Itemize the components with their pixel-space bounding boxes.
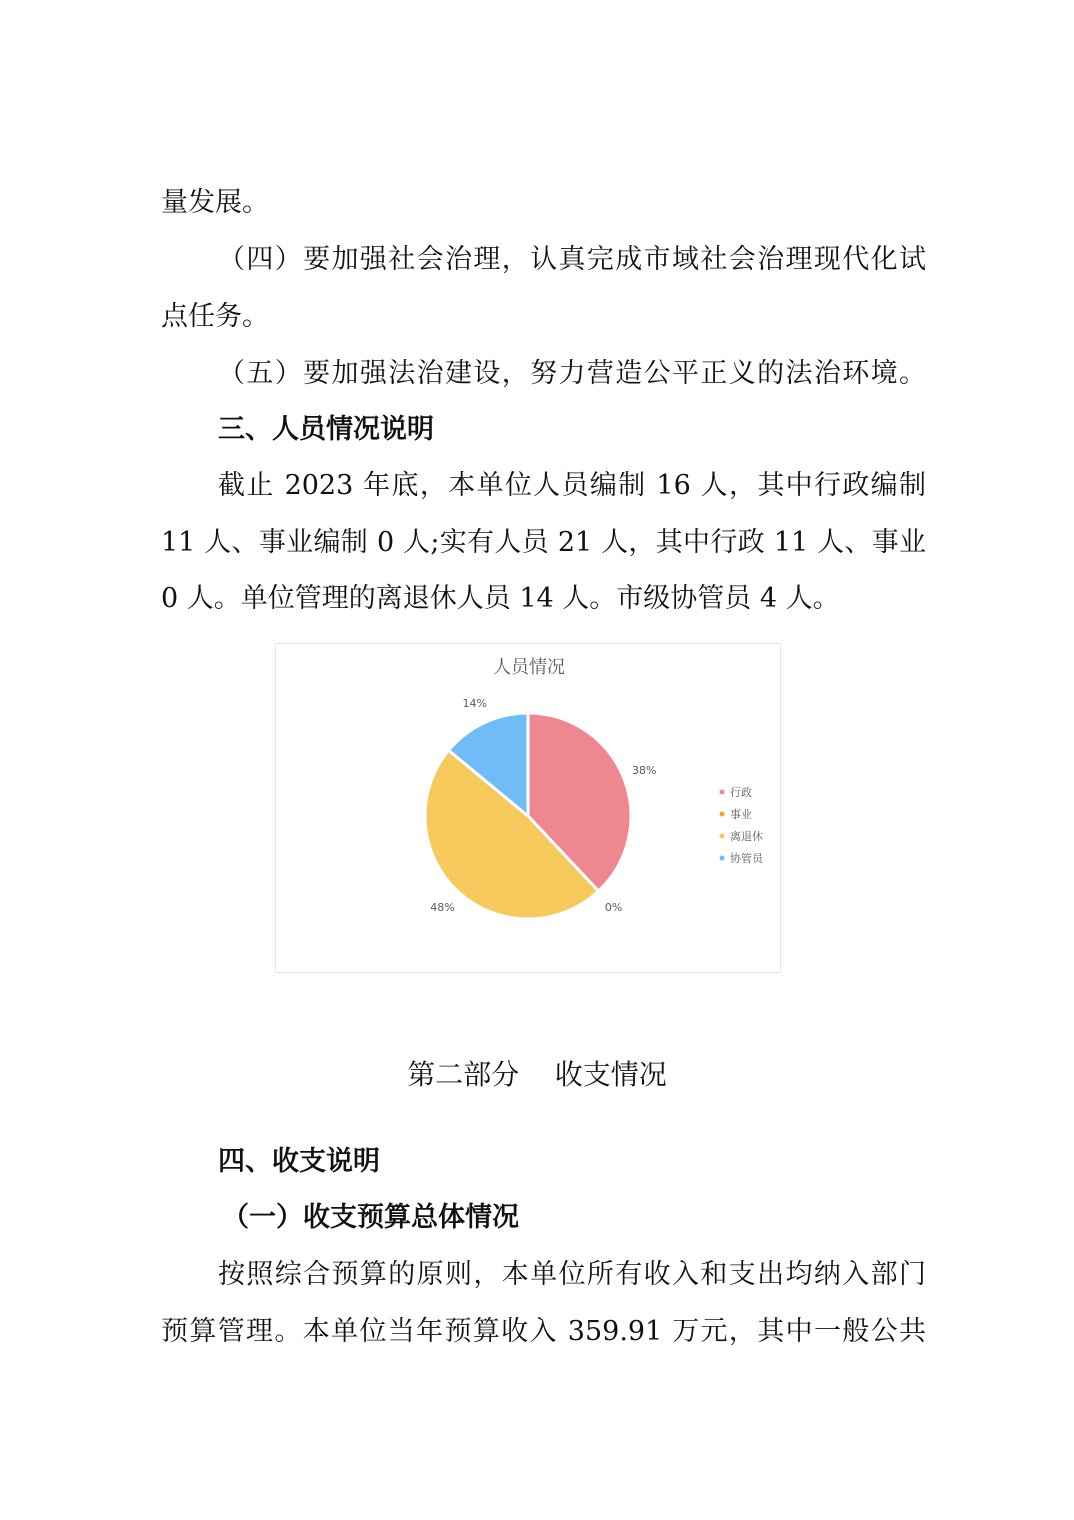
- pie-chart-svg: [276, 644, 782, 974]
- legend-marker: [720, 834, 725, 839]
- legend-label: 事业: [730, 808, 752, 821]
- paragraph-line: 预算管理。本单位当年预算收入 359.91 万元，其中一般公共: [161, 1316, 926, 1347]
- chart-title: 人员情况: [493, 657, 565, 678]
- paragraph-line: 点任务。: [161, 301, 269, 332]
- pie-data-label: 38%: [631, 763, 657, 777]
- paragraph-line: 按照综合预算的原则，本单位所有收入和支出均纳入部门: [218, 1259, 926, 1290]
- paragraph-line: 0 人。单位管理的离退休人员 14 人。市级协管员 4 人。: [161, 583, 840, 614]
- pie-chart: [275, 643, 781, 973]
- subsection-heading: （一）收支预算总体情况: [222, 1202, 519, 1233]
- legend-label: 行政: [730, 786, 752, 799]
- legend-label: 离退休: [730, 830, 763, 843]
- paragraph-line: 量发展。: [161, 187, 269, 218]
- paragraph-line: （五）要加强法治建设，努力营造公平正义的法治环境。: [218, 358, 926, 389]
- legend-marker: [720, 790, 725, 795]
- paragraph-line: 截止 2023 年底，本单位人员编制 16 人，其中行政编制: [218, 470, 926, 501]
- legend-label: 协管员: [730, 852, 763, 865]
- part-title: 第二部分 收支情况: [407, 1058, 667, 1091]
- pie-data-label: 48%: [430, 901, 455, 915]
- pie-data-label: 0%: [604, 901, 623, 915]
- pie-data-label: 14%: [462, 696, 488, 710]
- section-heading: 四、收支说明: [218, 1146, 380, 1177]
- legend-marker: [720, 812, 725, 817]
- section-heading: 三、人员情况说明: [218, 414, 434, 445]
- legend-marker: [720, 856, 725, 861]
- paragraph-line: （四）要加强社会治理，认真完成市域社会治理现代化试: [218, 244, 926, 275]
- paragraph-line: 11 人、事业编制 0 人;实有人员 21 人，其中行政 11 人、事业: [161, 527, 926, 558]
